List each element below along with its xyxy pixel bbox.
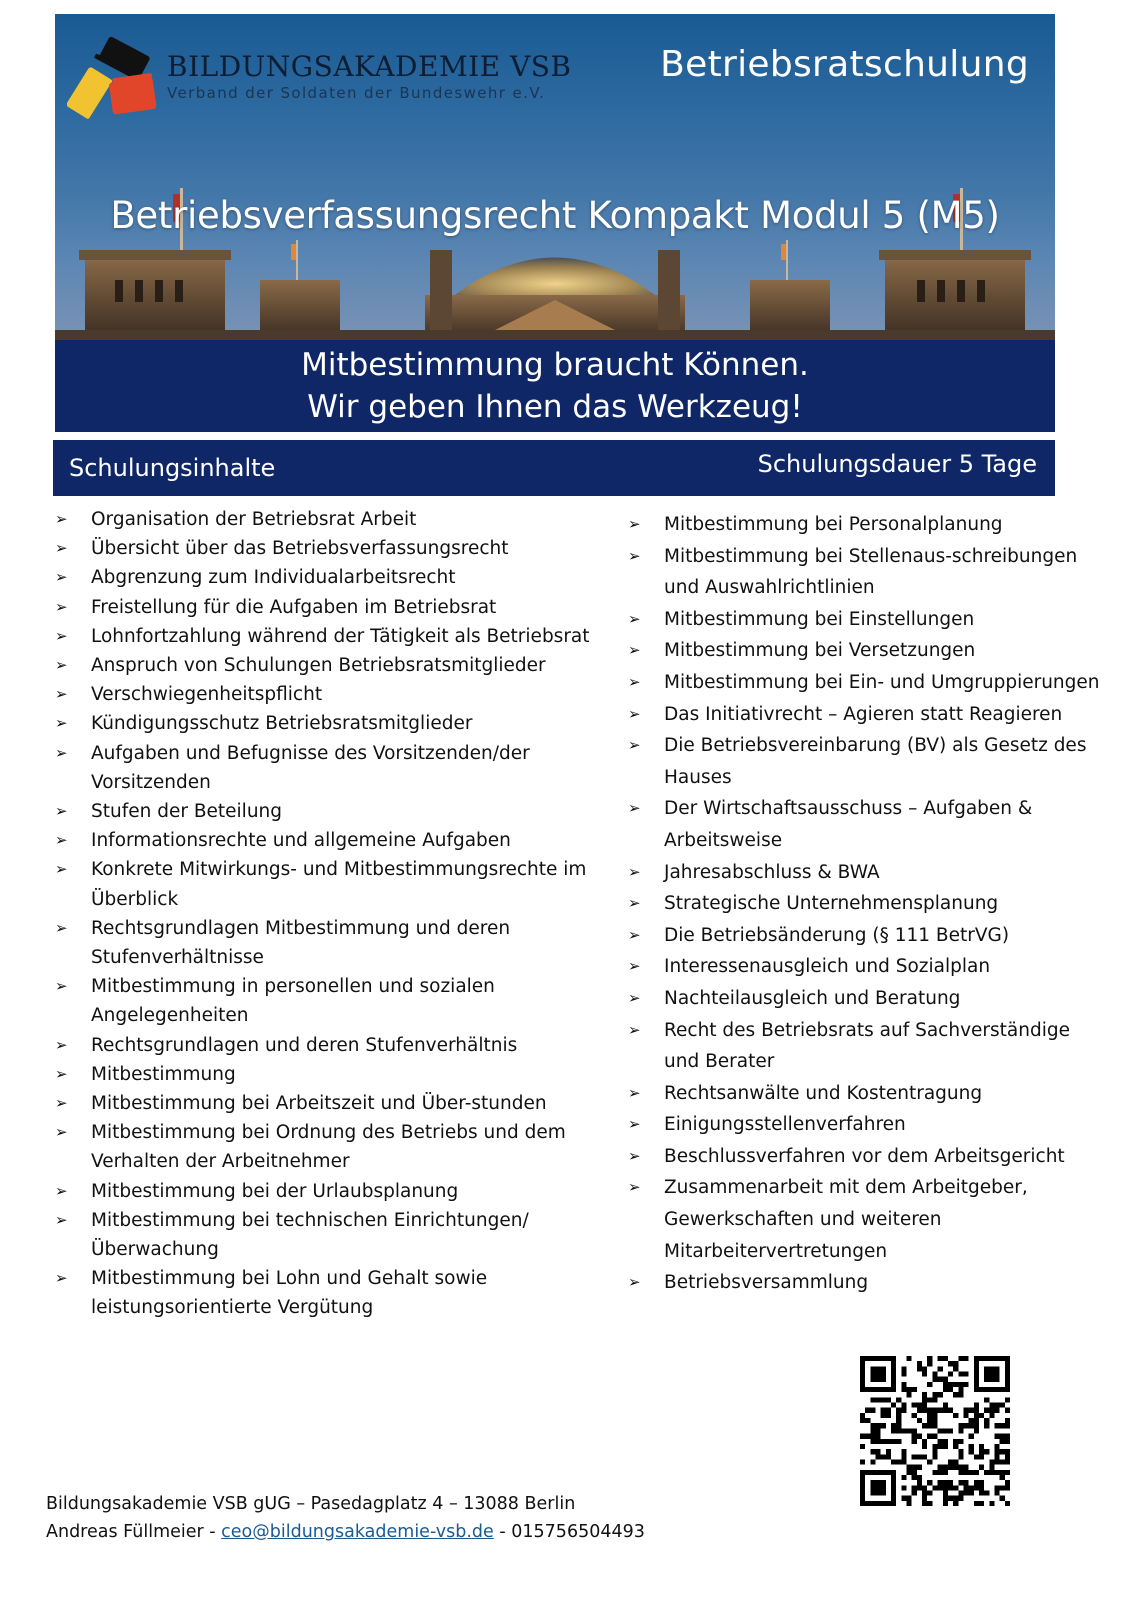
slogan-line-1: Mitbestimmung braucht Können. xyxy=(301,347,809,383)
list-item-text: Mitbestimmung bei Stellenaus-schreibungen und Auswahlrichtlinien xyxy=(664,545,1078,599)
list-item-text: Mitbestimmung bei Ordnung des Betriebs und dem Verhalten der Arbeitnehmer xyxy=(91,1122,566,1173)
list-item-text: Recht des Betriebsrats auf Sachverständige und Berater xyxy=(664,1019,1070,1073)
course-type-label: Betriebsratschulung xyxy=(660,44,1029,85)
list-item xyxy=(628,604,1108,636)
arrow-bullet-icon: ➢ xyxy=(55,1035,68,1054)
list-item xyxy=(628,667,1108,699)
list-item xyxy=(55,1177,595,1206)
list-item xyxy=(55,622,595,651)
arrow-bullet-icon: ➢ xyxy=(628,1115,641,1134)
list-item-text: Lohnfortzahlung während der Tätigkeit als Betriebsrat xyxy=(91,625,590,647)
list-item xyxy=(55,563,595,592)
list-item-text: Mitbestimmung bei Arbeitszeit und Über-stunden xyxy=(91,1093,547,1115)
list-item xyxy=(628,541,1108,604)
list-item-text: Der Wirtschaftsausschuss – Aufgaben & Arbeitsweise xyxy=(664,798,1033,851)
list-item xyxy=(628,1109,1108,1141)
email-link[interactable]: ceo@bildungsakademie-vsb.de xyxy=(221,1522,494,1542)
arrow-bullet-icon: ➢ xyxy=(55,802,68,821)
arrow-bullet-icon: ➢ xyxy=(55,831,68,850)
list-item xyxy=(55,855,595,913)
list-item xyxy=(628,1015,1108,1078)
list-item xyxy=(55,972,595,1030)
list-item-text: Das Initiativrecht – Agieren statt Reagieren xyxy=(664,703,1063,725)
brand-name: BILDUNGSAKADEMIE VSB xyxy=(167,50,572,83)
arrow-bullet-icon: ➢ xyxy=(628,894,641,913)
arrow-bullet-icon: ➢ xyxy=(55,860,68,879)
list-item-text: Stufen der Beteilung xyxy=(91,801,283,823)
list-item xyxy=(628,1267,1108,1299)
list-item xyxy=(628,983,1108,1015)
arrow-bullet-icon: ➢ xyxy=(55,1210,68,1229)
qr-code-icon[interactable] xyxy=(860,1356,1010,1506)
list-item-text: Die Betriebsänderung (§ 111 BetrVG) xyxy=(664,924,1010,946)
arrow-bullet-icon: ➢ xyxy=(628,736,641,755)
list-item-text: Anspruch von Schulungen Betriebsratsmitglieder xyxy=(91,655,546,677)
arrow-bullet-icon: ➢ xyxy=(55,568,68,587)
list-item xyxy=(55,505,595,534)
hero-banner xyxy=(55,14,1055,340)
list-item xyxy=(55,1031,595,1060)
arrow-bullet-icon: ➢ xyxy=(55,743,68,762)
list-item-text: Mitbestimmung bei Einstellungen xyxy=(664,608,975,630)
arrow-bullet-icon: ➢ xyxy=(628,609,641,628)
list-item-text: Nachteilausgleich und Beratung xyxy=(664,987,961,1009)
list-item xyxy=(55,826,595,855)
arrow-bullet-icon: ➢ xyxy=(628,515,641,533)
list-item xyxy=(628,509,1108,541)
list-item xyxy=(55,593,595,622)
arrow-bullet-icon: ➢ xyxy=(55,539,68,558)
arrow-bullet-icon: ➢ xyxy=(628,641,641,660)
arrow-bullet-icon: ➢ xyxy=(55,1064,68,1083)
section-header-bar xyxy=(53,440,1055,496)
list-item xyxy=(628,1172,1108,1267)
arrow-bullet-icon: ➢ xyxy=(55,1094,68,1113)
arrow-bullet-icon: ➢ xyxy=(55,597,68,616)
slogan-bar xyxy=(55,340,1055,432)
list-item-text: Beschlussverfahren vor dem Arbeitsgericht xyxy=(664,1145,1065,1167)
brand-subtitle: Verband der Soldaten der Bundeswehr e.V. xyxy=(167,84,546,102)
contents-list-left xyxy=(55,505,595,1323)
arrow-bullet-icon: ➢ xyxy=(628,799,641,818)
list-item xyxy=(628,730,1108,793)
arrow-bullet-icon: ➢ xyxy=(628,988,641,1007)
phone-number: - 015756504493 xyxy=(499,1522,645,1542)
list-item-text: Mitbestimmung bei Personalplanung xyxy=(664,514,1003,535)
list-item xyxy=(628,1078,1108,1110)
list-item-text: Freistellung für die Aufgaben im Betriebsrat xyxy=(91,596,497,618)
list-item xyxy=(55,797,595,826)
arrow-bullet-icon: ➢ xyxy=(628,862,641,881)
arrow-bullet-icon: ➢ xyxy=(628,1083,641,1102)
arrow-bullet-icon: ➢ xyxy=(628,925,641,944)
arrow-bullet-icon: ➢ xyxy=(55,510,68,528)
arrow-bullet-icon: ➢ xyxy=(55,626,68,645)
arrow-bullet-icon: ➢ xyxy=(55,1123,68,1142)
list-item xyxy=(628,793,1108,856)
arrow-bullet-icon: ➢ xyxy=(55,656,68,675)
list-item xyxy=(55,534,595,563)
arrow-bullet-icon: ➢ xyxy=(628,704,641,723)
list-item-text: Konkrete Mitwirkungs- und Mitbestimmungsrechte im Überblick xyxy=(91,859,587,910)
slogan-line-2: Wir geben Ihnen das Werkzeug! xyxy=(307,389,803,425)
list-item-text: Abgrenzung zum Individualarbeitsrecht xyxy=(91,567,456,589)
list-item-text: Mitbestimmung bei der Urlaubsplanung xyxy=(91,1180,459,1202)
list-item-text: Rechtsgrundlagen und deren Stufenverhältnis xyxy=(91,1034,518,1056)
list-item-text: Verschwiegenheitspflicht xyxy=(91,684,323,706)
books-logo-icon xyxy=(67,36,159,124)
list-item-text: Informationsrechte und allgemeine Aufgaben xyxy=(91,830,511,852)
arrow-bullet-icon: ➢ xyxy=(55,1269,68,1288)
arrow-bullet-icon: ➢ xyxy=(628,1273,641,1292)
contact-name: Andreas Füllmeier - xyxy=(46,1522,216,1542)
footer-address: Bildungsakademie VSB gUG – Pasedagplatz 4 – 13088 Berlin xyxy=(46,1494,576,1514)
list-item xyxy=(628,635,1108,667)
list-item xyxy=(55,709,595,738)
footer-contact xyxy=(46,1518,645,1546)
section-title-contents: Schulungsinhalte xyxy=(69,454,276,482)
arrow-bullet-icon: ➢ xyxy=(628,672,641,691)
list-item xyxy=(55,739,595,797)
list-item xyxy=(55,680,595,709)
arrow-bullet-icon: ➢ xyxy=(628,1020,641,1039)
arrow-bullet-icon: ➢ xyxy=(55,977,68,996)
list-item xyxy=(55,1206,595,1264)
arrow-bullet-icon: ➢ xyxy=(55,714,68,733)
arrow-bullet-icon: ➢ xyxy=(628,1178,641,1197)
list-item xyxy=(628,1141,1108,1173)
course-title: Betriebsverfassungsrecht Kompakt Modul 5 (M5) xyxy=(110,194,1000,237)
list-item-text: Strategische Unternehmensplanung xyxy=(664,893,999,915)
list-item-text: Rechtsanwälte und Kostentragung xyxy=(664,1082,983,1104)
arrow-bullet-icon: ➢ xyxy=(55,918,68,937)
list-item xyxy=(55,1060,595,1089)
list-item-text: Aufgaben und Befugnisse des Vorsitzenden/der Vorsitzenden xyxy=(91,742,530,793)
list-item-text: Interessenausgleich und Sozialplan xyxy=(664,956,991,978)
list-item xyxy=(628,857,1108,889)
list-item-text: Einigungsstellenverfahren xyxy=(664,1114,906,1136)
list-item-text: Jahresabschluss & BWA xyxy=(664,861,880,883)
arrow-bullet-icon: ➢ xyxy=(628,546,641,565)
list-item-text: Kündigungsschutz Betriebsratsmitglieder xyxy=(91,713,473,735)
list-item xyxy=(55,651,595,680)
list-item-text: Die Betriebsvereinbarung (BV) als Gesetz des Hauses xyxy=(664,735,1087,788)
list-item-text: Mitbestimmung bei Ein- und Umgruppierungen xyxy=(664,671,1100,693)
list-item xyxy=(55,1118,595,1176)
arrow-bullet-icon: ➢ xyxy=(628,957,641,976)
list-item xyxy=(628,699,1108,731)
list-item-text: Rechtsgrundlagen Mitbestimmung und deren Stufenverhältnisse xyxy=(91,917,511,969)
list-item-text: Mitbestimmung bei Lohn und Gehalt sowie leistungsorientierte Vergütung xyxy=(91,1268,488,1319)
list-item xyxy=(628,951,1108,983)
list-item-text: Mitbestimmung in personellen und sozialen Angelegenheiten xyxy=(91,976,495,1027)
list-item xyxy=(55,914,595,972)
list-item-text: Zusammenarbeit mit dem Arbeitgeber, Gewerkschaften und weiteren Mitarbeitervertretungen xyxy=(664,1177,1028,1262)
list-item-text: Mitbestimmung xyxy=(91,1063,236,1085)
list-item-text: Übersicht über das Betriebsverfassungsrecht xyxy=(91,538,509,560)
contents-list-right xyxy=(628,509,1108,1299)
list-item-text: Mitbestimmung bei technischen Einrichtungen/ Überwachung xyxy=(91,1209,529,1261)
section-title-duration: Schulungsdauer 5 Tage xyxy=(757,450,1037,478)
list-item xyxy=(55,1089,595,1118)
list-item-text: Betriebsversammlung xyxy=(664,1272,869,1294)
list-item-text: Mitbestimmung bei Versetzungen xyxy=(664,640,976,662)
arrow-bullet-icon: ➢ xyxy=(55,685,68,704)
arrow-bullet-icon: ➢ xyxy=(628,1146,641,1165)
footer xyxy=(46,1490,645,1546)
arrow-bullet-icon: ➢ xyxy=(55,1181,68,1200)
list-item xyxy=(55,1264,595,1322)
list-item xyxy=(628,888,1108,920)
list-item xyxy=(628,920,1108,952)
list-item-text: Organisation der Betriebsrat Arbeit xyxy=(91,509,417,530)
